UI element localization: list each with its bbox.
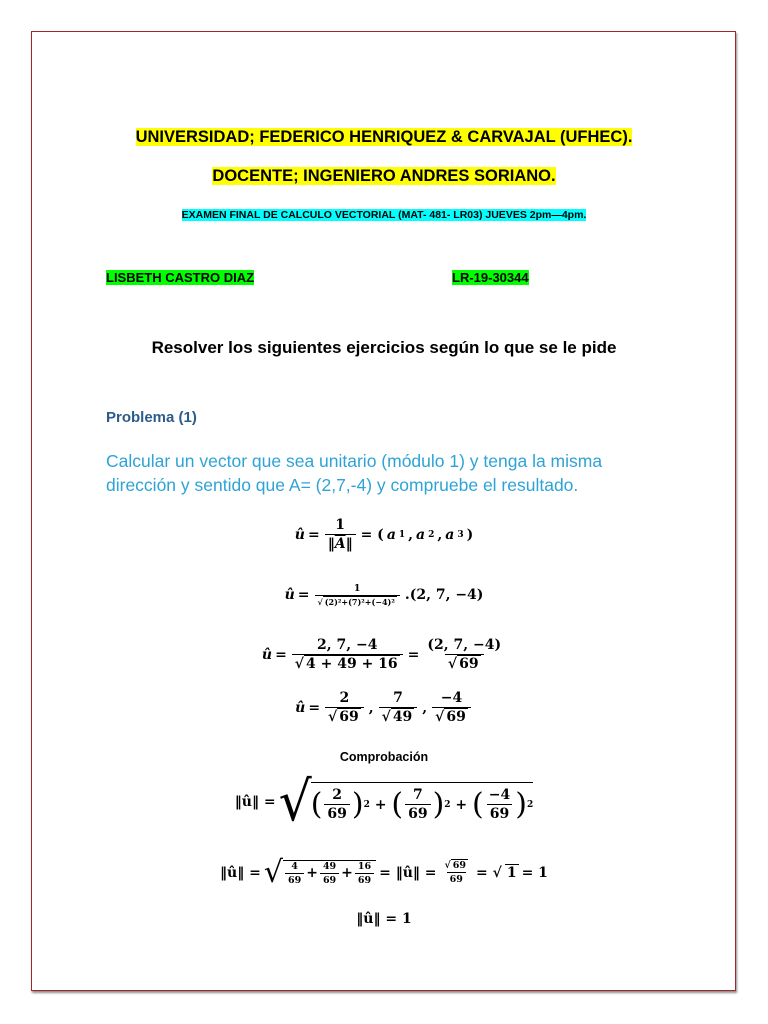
student-id-text: LR-19-30344 (452, 270, 529, 285)
equation-norm-result: ‖û‖ = 1 (356, 911, 412, 927)
student-id (452, 269, 529, 287)
university-title: UNIVERSIDAD; FEDERICO HENRIQUEZ & CARVAJAL (UFHEC). (135, 128, 633, 146)
equation-components: û = $\frac{2}{√ 69}$ , $\frac{7}{√ 49}$ , $\frac{-4}{√ 69}$ (0, 690, 768, 725)
problem-title: Problema (1) (106, 409, 197, 426)
verification-title (0, 748, 768, 766)
equation-unit-vector-definition: û = $\frac{1}{‖\overline{A}‖}$ = ( a 1 , a 2 , a 3 ) (294, 517, 474, 552)
equation-substitution: û = $\frac{1}{\text{√ (2)²+(7)²+(−4)²}}$ .(2, 7, −4) (284, 583, 484, 607)
equation-norm-sum: ‖û‖ = √ $\frac{4}{69}$ + $\frac{49}{69}$ + $\frac{16}{69}$ = ‖û‖ = $\frac{√ 69}{69}$ = √ 1 = 1 (220, 855, 548, 890)
equation-simplify: û = $\frac{2, 7, -4}{√ 4 + 49 + 16}$ = $\frac{(2, 7, -4)}{√ 69}$ (261, 637, 502, 672)
equation-norm-squares: ‖û‖ = √ ( $\frac{2}{69}$ ) 2 + ( $\frac{7}{69}$ ) 2 + ( $\frac{-4}{69}$ ) 2 (234, 770, 534, 834)
exam-title: EXAMEN FINAL DE CALCULO VECTORIAL (MAT- 481- LR03) JUEVES 2pm—4pm. (181, 209, 587, 221)
instructions-text: Resolver los siguientes ejercicios según lo que se le pide (151, 338, 617, 357)
student-name-text: LISBETH CASTRO DIAZ (106, 270, 255, 285)
teacher-title: DOCENTE; INGENIERO ANDRES SORIANO. (212, 167, 556, 185)
student-name (106, 269, 254, 287)
university-line (0, 128, 768, 147)
instructions (0, 338, 768, 358)
exam-line (0, 205, 768, 223)
verification-title-text: Comprobación (339, 750, 429, 764)
teacher-line (0, 167, 768, 186)
problem-statement: Calcular un vector que sea unitario (módulo 1) y tenga la misma dirección y sentido que A= (2,7,-4) y compruebe el resultado. (106, 451, 603, 495)
